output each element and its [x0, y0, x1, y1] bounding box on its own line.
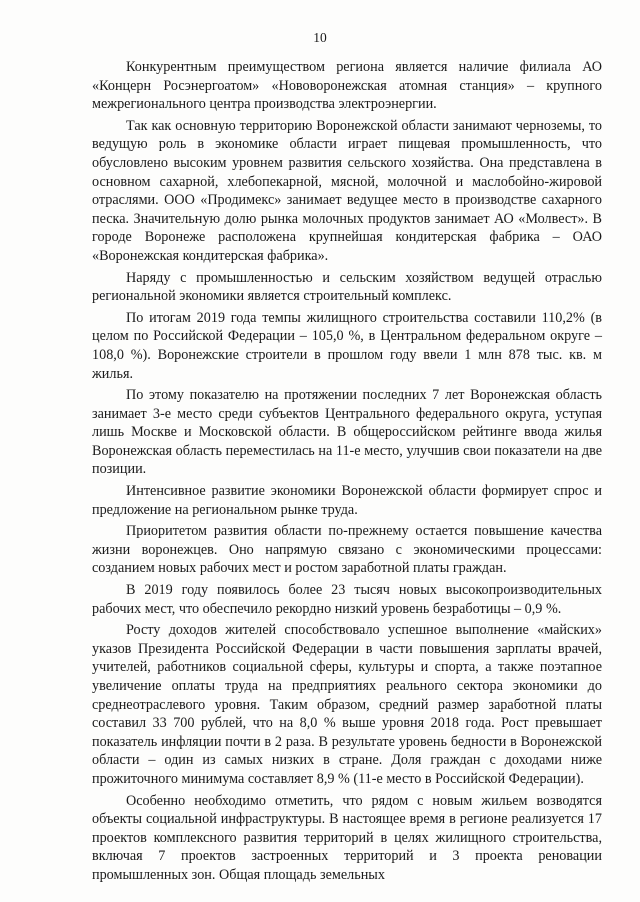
paragraph-construction-sector: Наряду с промышленностью и сельским хозяйством ведущей отраслью региональной экономики является строительный комплекс. [92, 269, 602, 305]
paragraph-nuclear-plant: Конкурентным преимуществом региона является наличие филиала АО «Концерн Росэнергоатом» «Нововоронежская атомная станция» – крупного межрегионального центра производства электроэнергии. [92, 59, 602, 113]
paragraph-new-jobs: В 2019 году появилось более 23 тысяч новых высокопроизводительных рабочих мест, что обеспечило рекордно низкий уровень безработицы – 0,9 %. [92, 582, 602, 617]
paragraph-quality-of-life: Приоритетом развития области по-прежнему остается повышение качества жизни воронежцев. Оно напрямую связано с экономическими процессами: созданием новых рабочих мест и ростом заработной платы граждан. [92, 523, 602, 577]
document-body [92, 58, 602, 885]
paragraph-housing-2019: По итогам 2019 года темпы жилищного строительства составили 110,2% (в целом по Российской Федерации – 105,0 %, в Центральном федеральном округе – 108,0 %). Воронежские строители в прошлом году ввели 1 млн 878 тыс. кв. м жилья. [92, 309, 602, 382]
paragraph-social-infrastructure: Особенно необходимо отметить, что рядом с новым жильем возводятся объекты социальной инфраструктуры. В настоящее время в регионе реализуется 17 проектов комплексного развития территорий в целях жилищного строительства, включая 7 проектов застроенных территорий и 3 проекта реновации промышленных зон. Общая площадь земельных [92, 792, 602, 883]
paragraph-food-industry: Так как основную территорию Воронежской области занимают черноземы, то ведущую роль в экономике области играет пищевая промышленность, что обусловлено высоким уровнем развития сельского хозяйства. Она представлена в основном сахарной, хлебопекарной, мясной, молочной и маслобойно-жировой отраслями. ООО «Продимекс» занимает ведущее место в производстве сахарного песка. Значительную долю рынка молочных продуктов занимает АО «Молвест». В городе Воронеже расположена крупнейшая кондитерская фабрика – ОАО «Воронежская кондитерская фабрика». [92, 117, 602, 264]
page-number: 10 [313, 30, 327, 45]
paragraph-income-growth: Росту доходов жителей способствовало успешное выполнение «майских» указов Президента Российской Федерации в части повышения зарплаты врачей, учителей, работников социальной сферы, культуры и спорта, а также поэтапное увеличение оплаты труда на предприятиях реального сектора экономики до среднеотраслевого уровня. Таким образом, средний размер заработной платы составил 33 700 рублей, что на 8,0 % выше уровня 2018 года. Рост превышает показатель инфляции почти в 2 раза. В результате уровень бедности в Воронежской области – один из самых низких в стране. Доля граждан с доходами ниже прожиточного минимума составляет 8,9 % (11-е место в Российской Федерации). [92, 622, 602, 787]
paragraph-labor-market: Интенсивное развитие экономики Воронежской области формирует спрос и предложение на региональном рынке труда. [92, 483, 602, 518]
paragraph-housing-ranking: По этому показателю на протяжении последних 7 лет Воронежская область занимает 3-е место среди субъектов Центрального федерального округа, уступая лишь Москве и Московской области. В общероссийском рейтинге ввода жилья Воронежская область переместилась на 11-е место, улучшив свои показатели на две позиции. [92, 387, 602, 478]
